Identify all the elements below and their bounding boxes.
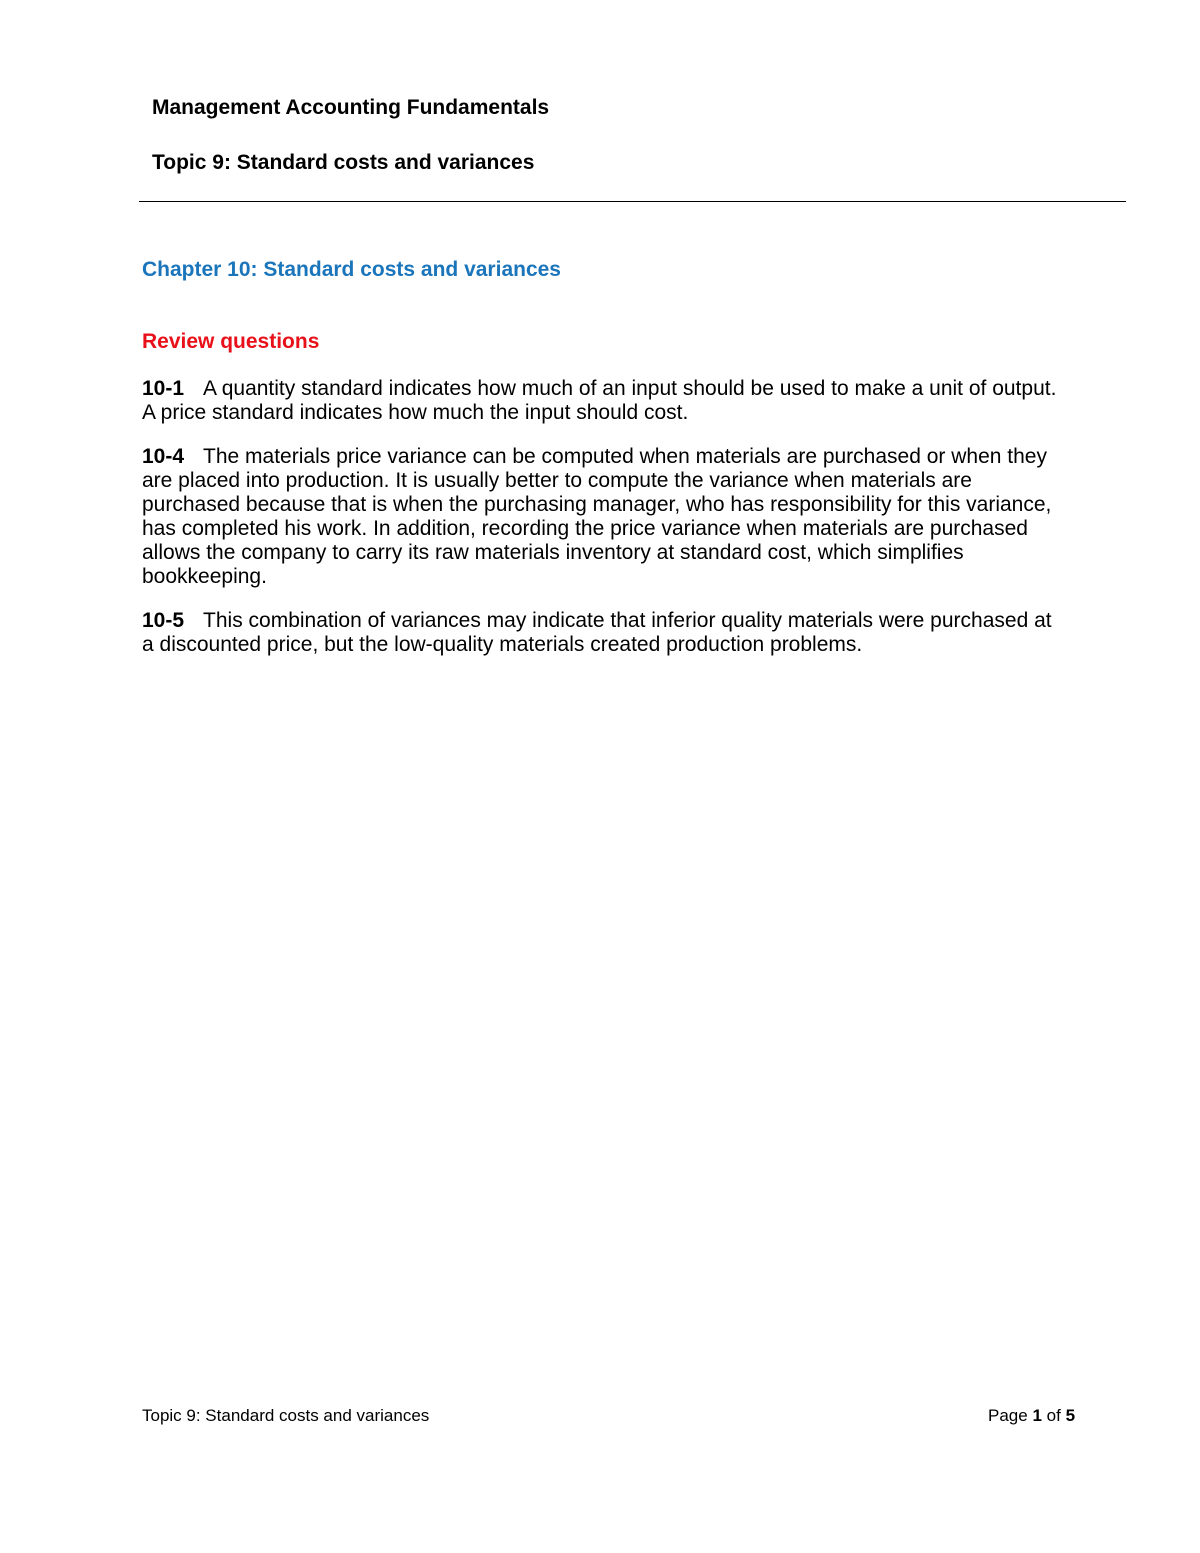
topic-title: Topic 9: Standard costs and variances [152,151,535,174]
answer-item [142,445,1062,589]
footer-topic: Topic 9: Standard costs and variances [142,1406,430,1425]
chapter-title: Chapter 10: Standard costs and variances [142,258,561,281]
answer-text: The materials price variance can be computed when materials are purchased or when they are placed into production. It is usually better to compute the variance when materials are purchased because that is when the purchasing manager, who has responsibility for this variance, has completed his work. In addition, recording the price variance when materials are purchased allows the company to carry its raw materials inventory at standard cost, which simplifies bookkeeping. [142,445,1052,588]
header-divider [139,201,1126,202]
answer-item [142,377,1062,425]
footer-page-number [988,1406,1075,1426]
answers-list [142,377,1062,677]
footer-of-word: of [1046,1406,1061,1425]
answer-number: 10-1 [142,377,185,400]
answer-number: 10-5 [142,609,185,632]
answer-text: A quantity standard indicates how much of an input should be used to make a unit of output. A price standard indicates how much the input should cost. [142,377,1057,424]
footer-page-total: 5 [1065,1406,1076,1425]
course-title: Management Accounting Fundamentals [152,96,550,119]
review-questions-heading: Review questions [142,330,320,353]
footer-page-word: Page [988,1406,1028,1425]
answer-item [142,609,1062,657]
answer-number: 10-4 [142,445,185,468]
answer-text: This combination of variances may indicate that inferior quality materials were purchased at a discounted price, but the low-quality materials created production problems. [142,609,1052,656]
footer-page-current: 1 [1032,1406,1042,1425]
